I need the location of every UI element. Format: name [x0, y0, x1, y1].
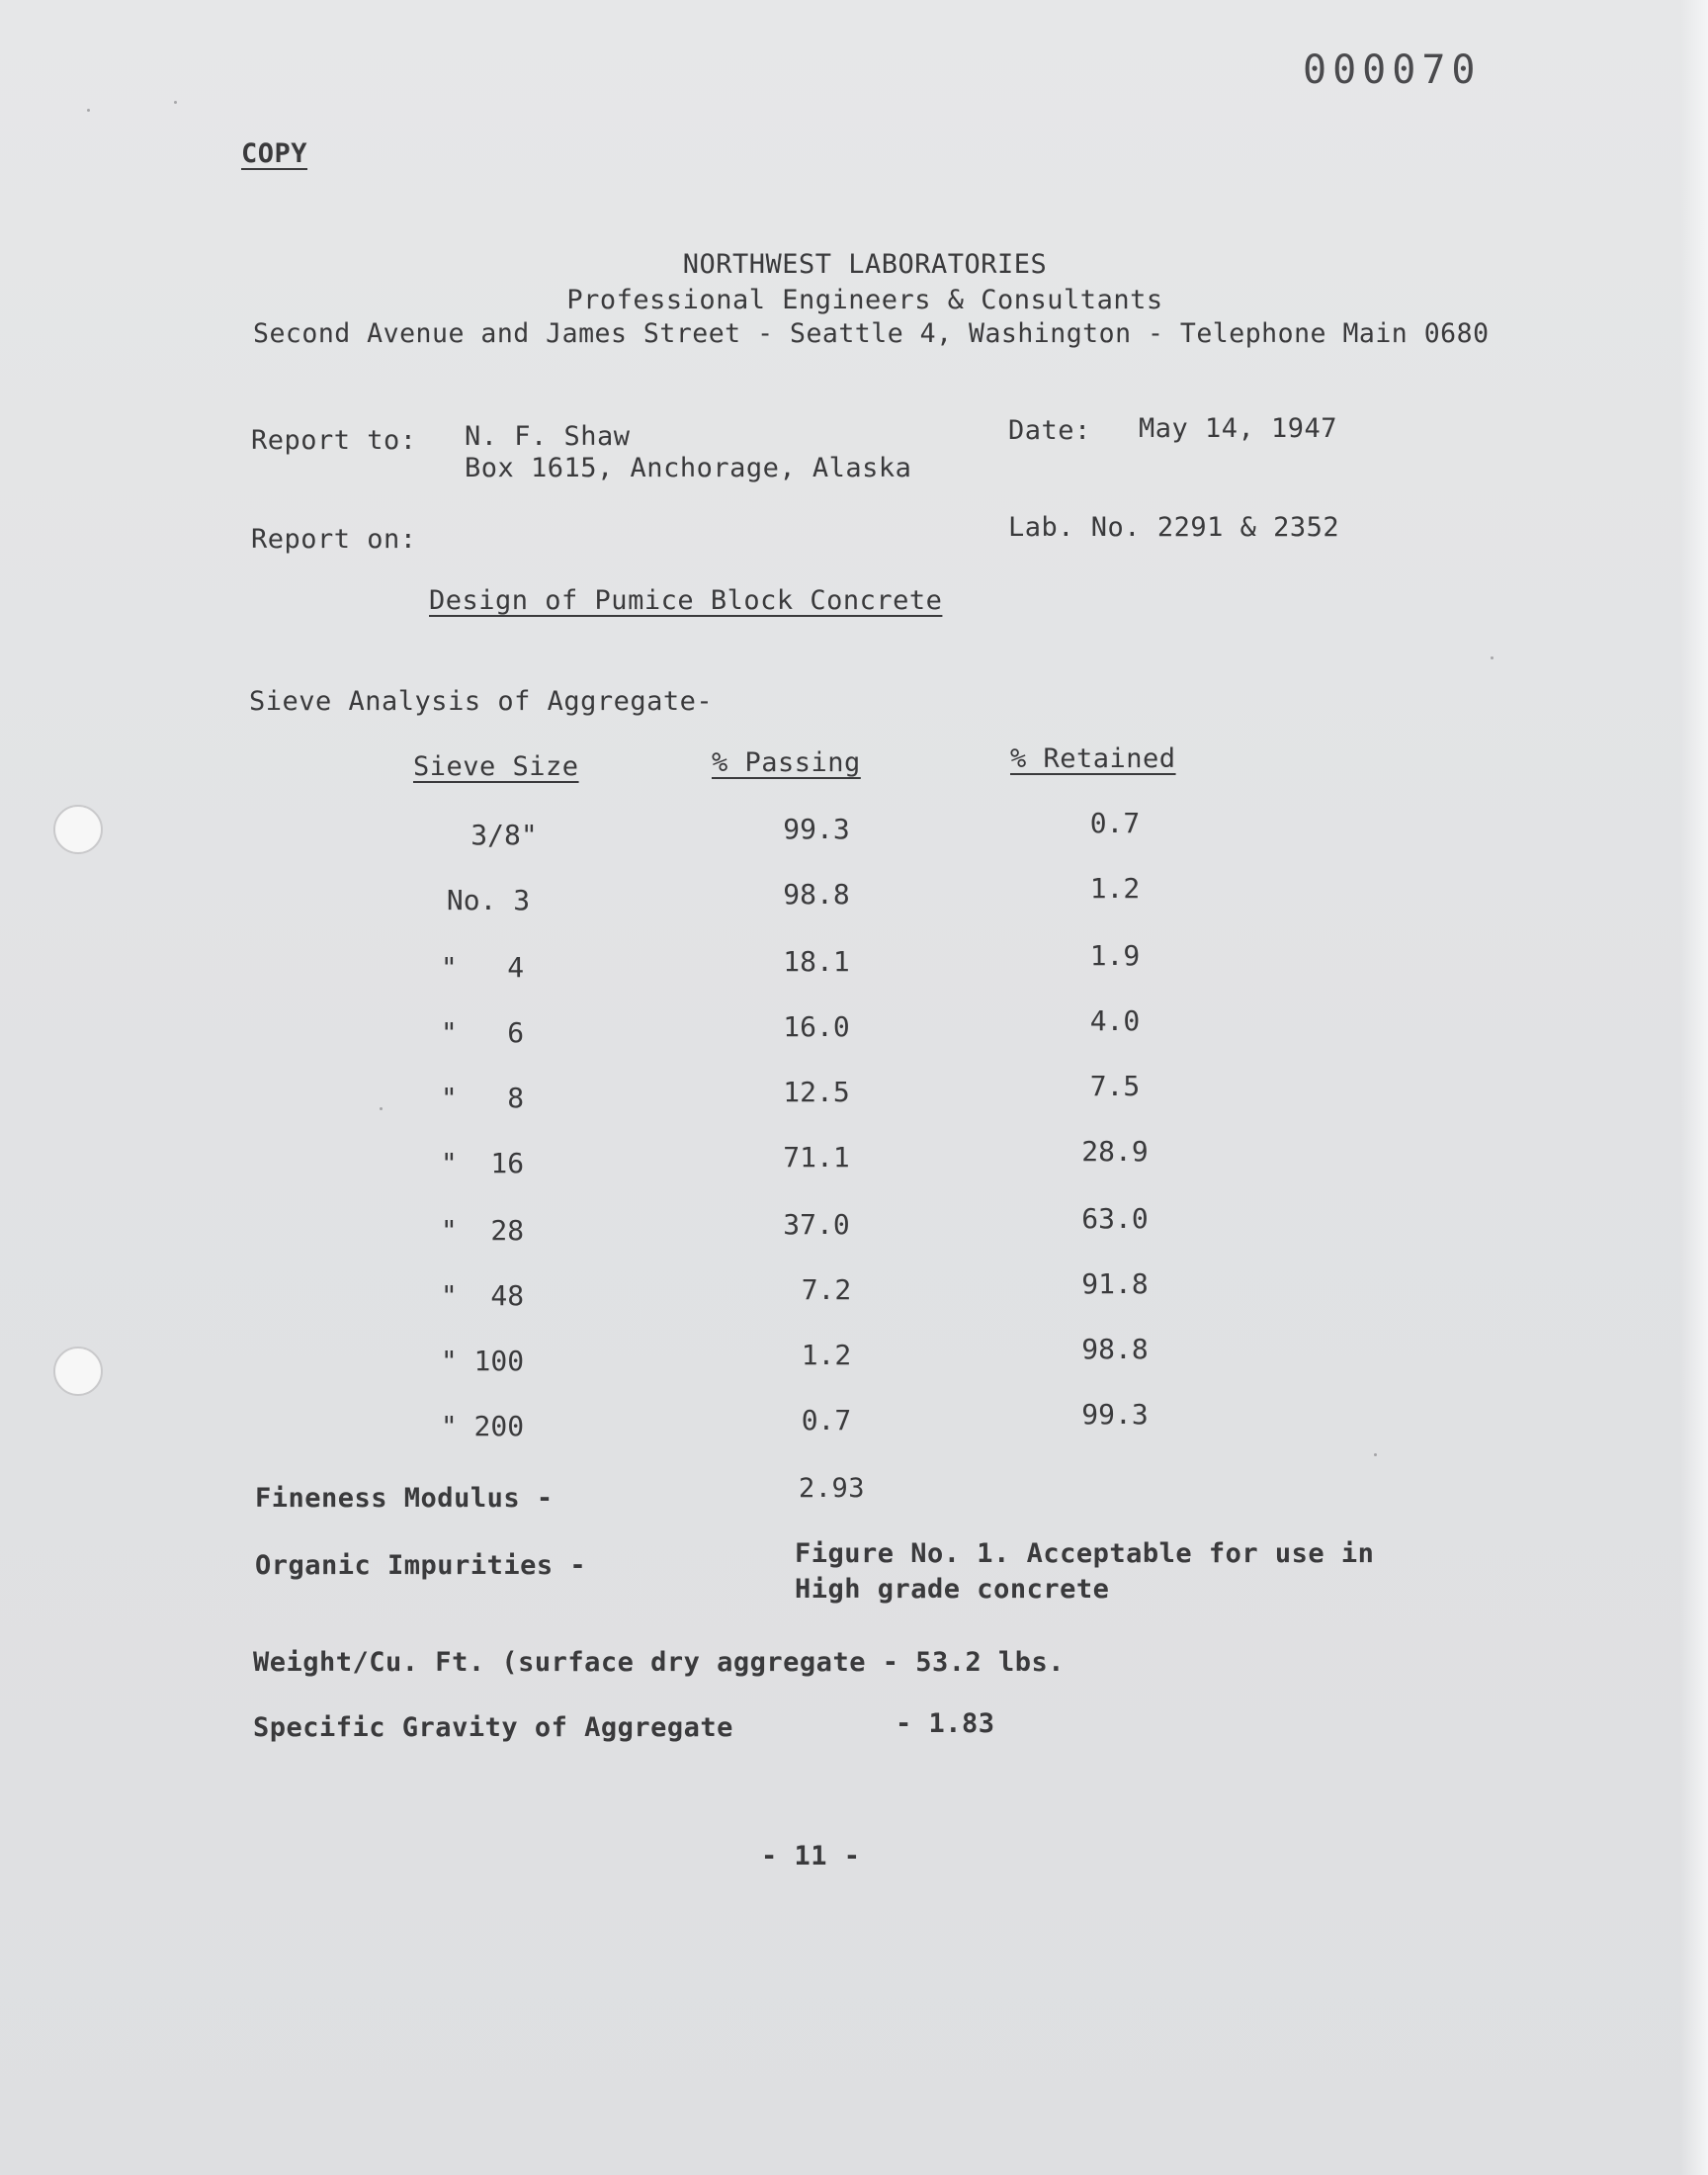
sieve-size-cell: " 6 [440, 1016, 525, 1049]
sieve-size-cell: 3/8" [470, 819, 538, 851]
passing-cell: 1.2 [801, 1339, 852, 1371]
sieve-size-cell: " 16 [440, 1147, 525, 1179]
report-to-name: N. F. Shaw [465, 421, 631, 452]
specific-gravity-label: Specific Gravity of Aggregate [253, 1712, 733, 1743]
company-tagline: Professional Engineers & Consultants [566, 285, 1163, 315]
passing-cell: 98.8 [783, 878, 850, 911]
report-to-address: Box 1615, Anchorage, Alaska [465, 453, 912, 483]
organic-impurities-line1: Figure No. 1. Acceptable for use in [795, 1538, 1375, 1569]
lab-number-value: 2291 & 2352 [1156, 512, 1340, 543]
company-address: Second Avenue and James Street - Seattle 4, Washington - Telephone Main 0680 [253, 318, 1490, 349]
sieve-size-cell: " 48 [440, 1279, 525, 1312]
sieve-size-cell: " 4 [440, 951, 525, 984]
retained-cell: 63.0 [1081, 1202, 1149, 1235]
passing-cell: 16.0 [783, 1010, 850, 1043]
passing-cell: 7.2 [801, 1273, 852, 1306]
copy-label: COPY [241, 138, 308, 169]
sieve-size-cell: " 8 [440, 1082, 525, 1114]
passing-cell: 12.5 [783, 1076, 850, 1108]
organic-impurities-line2: High grade concrete [795, 1574, 1110, 1605]
company-name: NORTHWEST LABORATORIES [682, 249, 1048, 280]
date-label: Date: [1008, 415, 1091, 446]
header-percent-retained: % Retained [1010, 743, 1176, 774]
page-number: - 11 - [761, 1841, 861, 1871]
header-percent-passing: % Passing [712, 747, 861, 778]
header-sieve-size: Sieve Size [413, 751, 579, 782]
retained-cell: 4.0 [1089, 1004, 1141, 1037]
retained-cell: 1.2 [1089, 872, 1141, 905]
passing-cell: 18.1 [783, 945, 850, 978]
sieve-analysis-title: Sieve Analysis of Aggregate- [249, 686, 714, 717]
retained-cell: 91.8 [1081, 1267, 1149, 1300]
organic-impurities-label: Organic Impurities - [255, 1550, 587, 1581]
fineness-modulus-value: 2.93 [799, 1473, 866, 1504]
passing-cell: 71.1 [783, 1141, 850, 1174]
sieve-size-cell: No. 3 [446, 884, 531, 916]
sieve-size-cell: " 28 [440, 1214, 525, 1247]
punch-hole [53, 805, 103, 854]
passing-cell: 0.7 [801, 1404, 852, 1436]
passing-cell: 37.0 [783, 1208, 850, 1241]
retained-cell: 1.9 [1089, 939, 1141, 972]
passing-cell: 99.3 [783, 813, 850, 845]
lab-number [1008, 512, 1339, 543]
weight-per-cubic-foot: Weight/Cu. Ft. (surface dry aggregate - 53.2 lbs. [253, 1647, 1066, 1678]
retained-cell: 99.3 [1081, 1398, 1149, 1431]
fineness-modulus-label: Fineness Modulus - [255, 1483, 554, 1514]
retained-cell: 98.8 [1081, 1333, 1149, 1365]
lab-number-label: Lab. No. [1008, 512, 1142, 543]
report-subject: Design of Pumice Block Concrete [429, 585, 943, 616]
report-to-label: Report to: [251, 425, 417, 456]
punch-hole [53, 1347, 103, 1396]
retained-cell: 7.5 [1089, 1070, 1141, 1102]
document-number: 000070 [1303, 47, 1482, 93]
sieve-size-cell: " 200 [440, 1410, 525, 1442]
specific-gravity-value: - 1.83 [896, 1708, 995, 1739]
sieve-size-cell: " 100 [440, 1345, 525, 1377]
date-value: May 14, 1947 [1139, 413, 1338, 444]
retained-cell: 0.7 [1089, 807, 1141, 839]
report-on-label: Report on: [251, 524, 417, 555]
retained-cell: 28.9 [1081, 1135, 1149, 1168]
